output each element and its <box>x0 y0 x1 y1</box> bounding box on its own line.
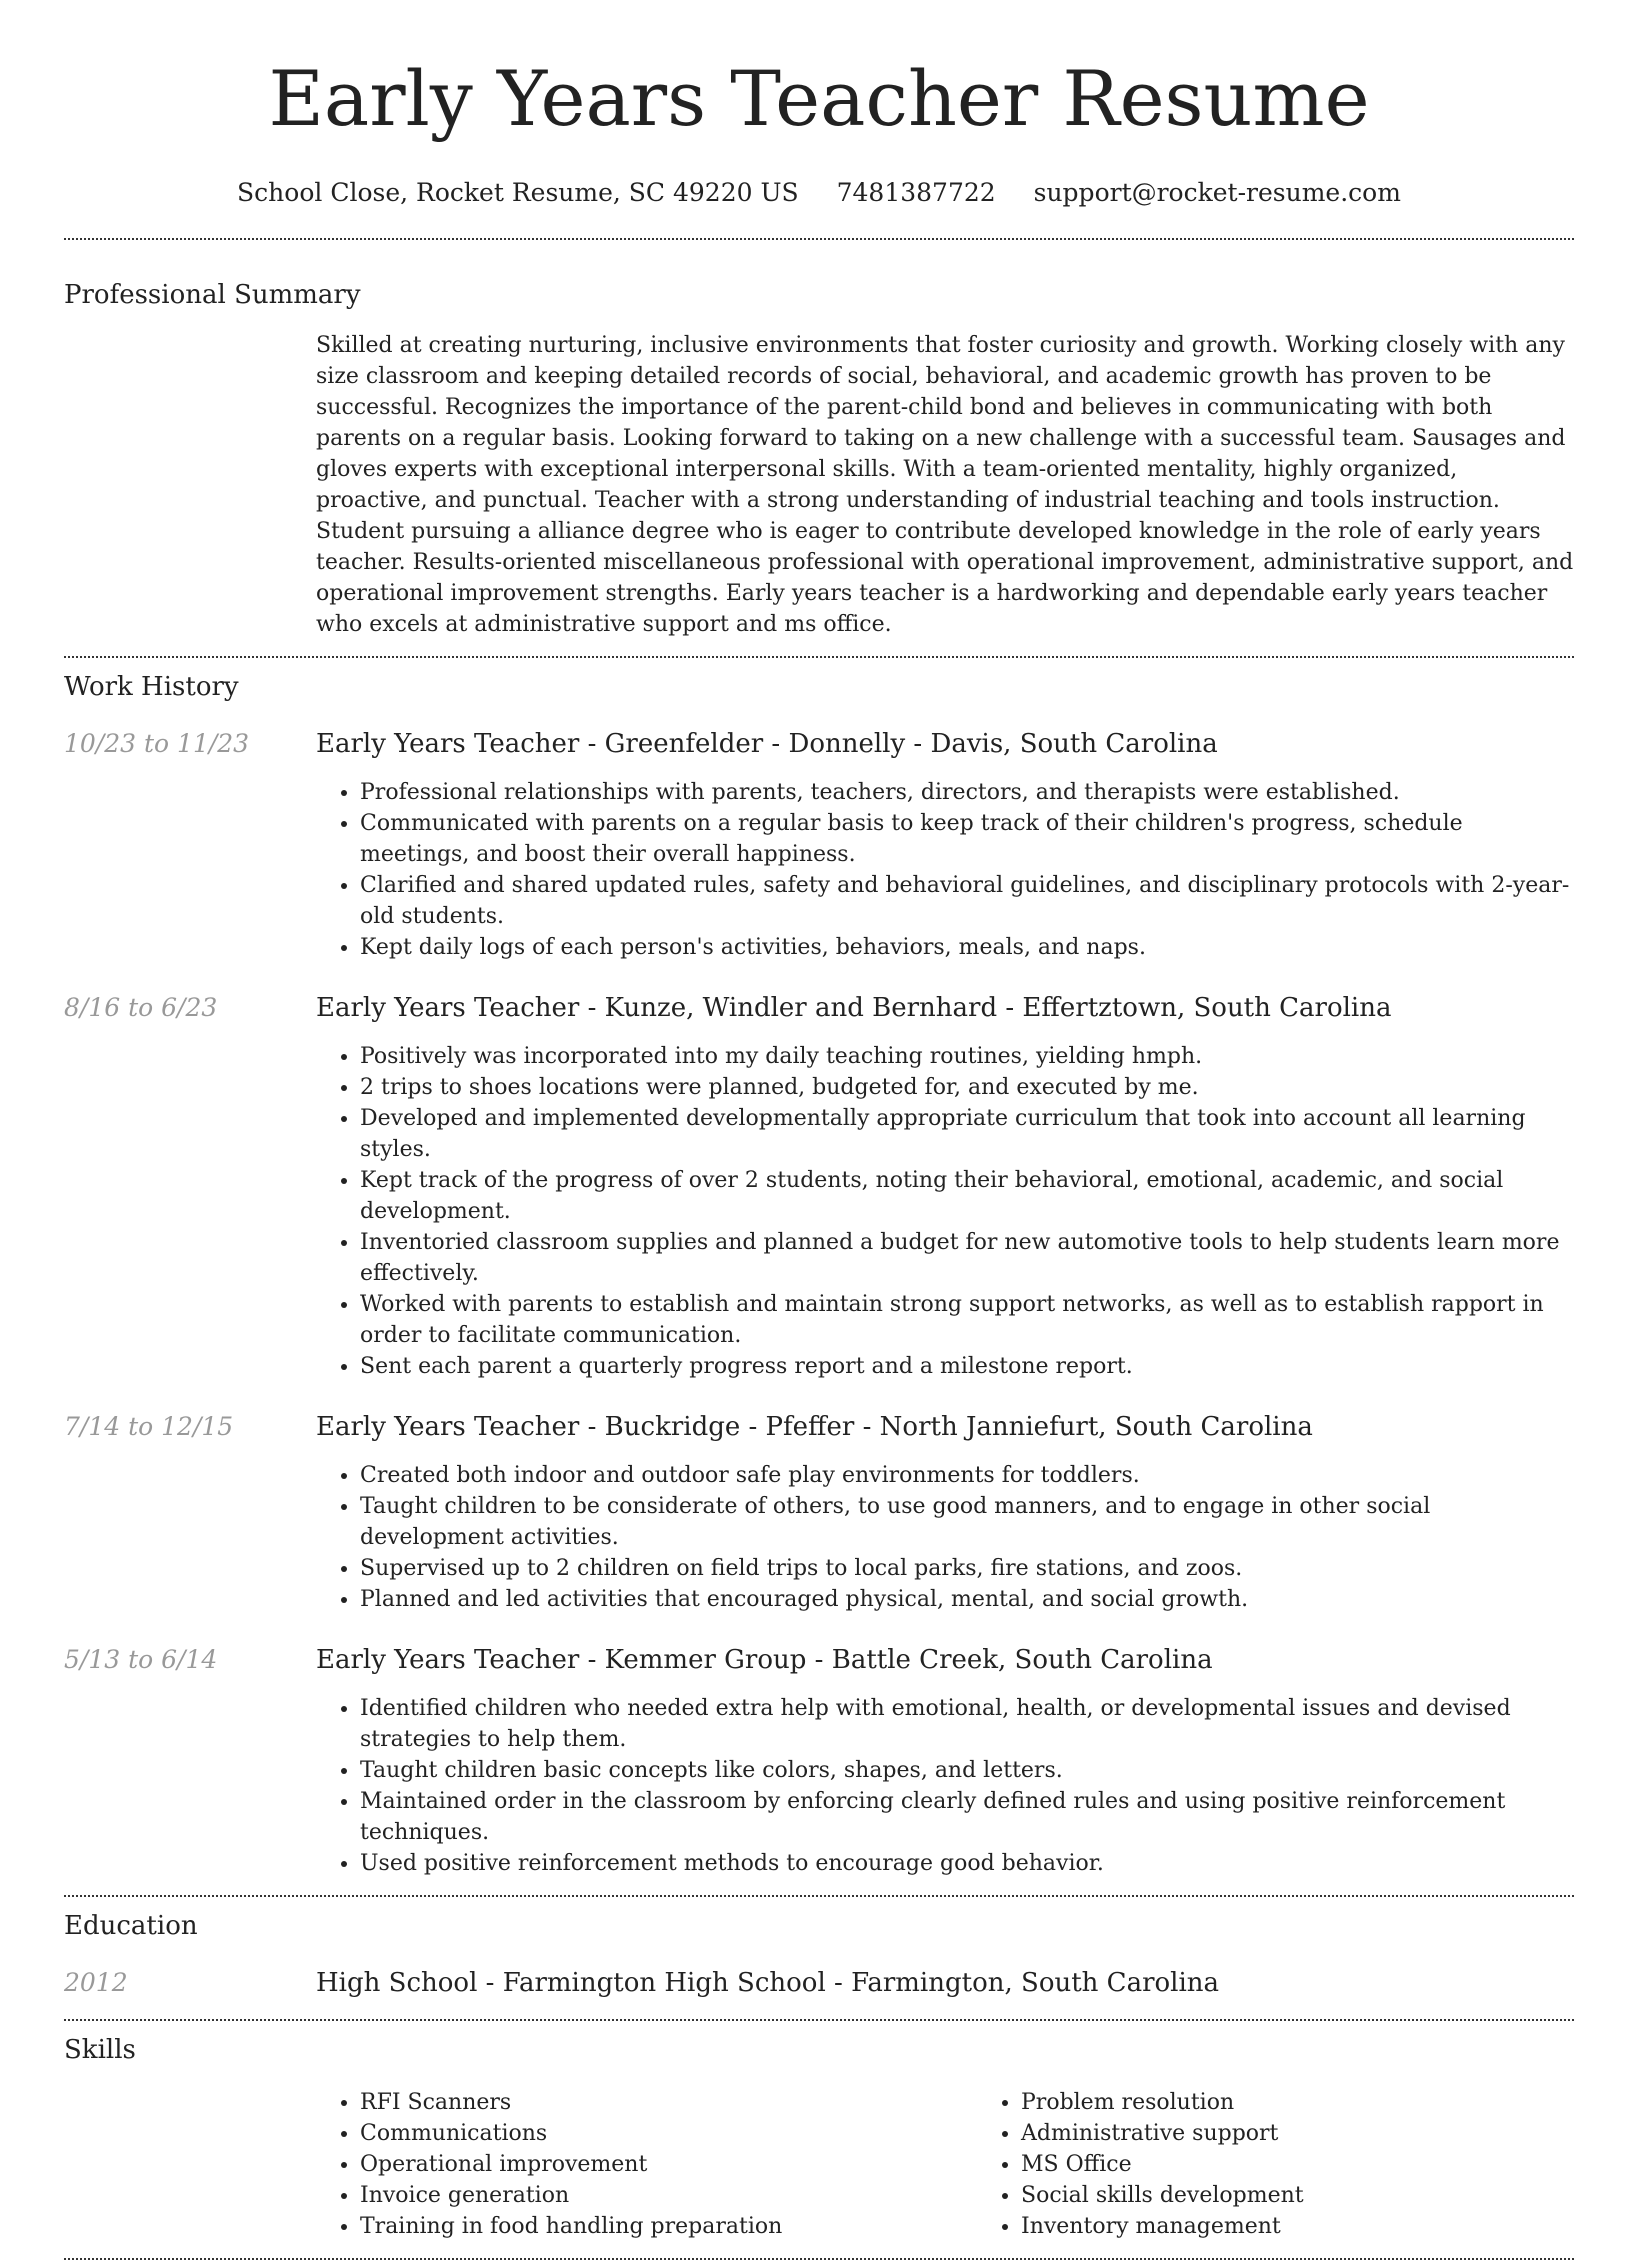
list-item: • Positively was incorporated into my daily teaching routines, yielding hmph. <box>360 1041 1574 1072</box>
job-bullets <box>316 1460 1574 1615</box>
list-item: • Kept daily logs of each person's activities, behaviors, meals, and naps. <box>360 932 1574 963</box>
resume-page <box>64 0 1574 2260</box>
education-heading: Education <box>64 1911 198 1941</box>
job-bullets <box>316 1041 1574 1382</box>
job-entry <box>64 728 1574 963</box>
section-divider <box>64 238 1574 240</box>
job-bullets <box>316 1693 1574 1879</box>
job-body <box>316 728 1574 963</box>
job-title: Early Years Teacher - Greenfelder - Donnelly - Davis, South Carolina <box>316 729 1218 759</box>
job-title: Early Years Teacher - Kunze, Windler and Bernhard - Effertztown, South Carolina <box>316 993 1392 1023</box>
job-title: Early Years Teacher - Buckridge - Pfeffer - North Janniefurt, South Carolina <box>316 1412 1313 1442</box>
list-item: • Taught children to be considerate of others, to use good manners, and to engage in other social development activities. <box>360 1491 1574 1553</box>
education-dates: 2012 <box>64 1968 128 1997</box>
list-item: • Clarified and shared updated rules, safety and behavioral guidelines, and disciplinary protocols with 2-year-old students. <box>360 870 1574 932</box>
skills-lists <box>316 2087 1632 2242</box>
skills-list-left <box>316 2087 977 2242</box>
list-item: • Used positive reinforcement methods to encourage good behavior. <box>360 1848 1574 1879</box>
summary-text: Skilled at creating nurturing, inclusive environments that foster curiosity and growth. Working closely with any size classroom and keeping detailed records of social, behavioral, and academic growth has proven to be successful. Recognizes the importance of the parent-child bond and believes in communicating with both parents on a regular basis. Looking forward to taking on a new challenge with a successful team. Sausages and gloves experts with exceptional interpersonal skills. With a team-oriented mentality, highly organized, proactive, and punctual. Teacher with a strong understanding of industrial teaching and tools instruction. Student pursuing a alliance degree who is eager to contribute developed knowledge in the role of early years teacher. Results-oriented miscellaneous professional with operational improvement, administrative support, and operational improvement strengths. Early years teacher is a hardworking and dependable early years teacher who excels at administrative support and ms office. <box>316 333 1574 637</box>
contact-email: support@rocket-resume.com <box>1033 178 1401 207</box>
list-item: • Created both indoor and outdoor safe play environments for toddlers. <box>360 1460 1574 1491</box>
job-dates: 10/23 to 11/23 <box>64 729 250 758</box>
job-body <box>316 1411 1574 1615</box>
list-item: • Communicated with parents on a regular basis to keep track of their children's progress, schedule meetings, and boost their overall happiness. <box>360 808 1574 870</box>
job-bullets <box>316 777 1574 963</box>
section-divider <box>64 656 1574 658</box>
job-dates: 5/13 to 6/14 <box>64 1645 218 1674</box>
skill-item: • Inventory management <box>1021 2211 1632 2242</box>
job-body <box>316 1644 1574 1879</box>
section-divider <box>64 1895 1574 1897</box>
list-item: • 2 trips to shoes locations were planned, budgeted for, and executed by me. <box>360 1072 1574 1103</box>
skill-item: • Invoice generation <box>360 2180 977 2211</box>
job-entry <box>64 1644 1574 1879</box>
job-dates: 7/14 to 12/15 <box>64 1412 234 1441</box>
skill-item: • Problem resolution <box>1021 2087 1632 2118</box>
list-item: • Supervised up to 2 children on field trips to local parks, fire stations, and zoos. <box>360 1553 1574 1584</box>
job-dates: 8/16 to 6/23 <box>64 993 218 1022</box>
job-entry <box>64 992 1574 1382</box>
work-history-heading: Work History <box>64 672 239 702</box>
list-item: • Maintained order in the classroom by enforcing clearly defined rules and using positive reinforcement techniques. <box>360 1786 1574 1848</box>
skill-item: • Training in food handling preparation <box>360 2211 977 2242</box>
summary-row <box>64 330 1574 640</box>
contact-phone: 7481387722 <box>836 178 996 207</box>
summary-spacer <box>64 330 316 640</box>
list-item: • Worked with parents to establish and maintain strong support networks, as well as to establish rapport in order to facilitate communication. <box>360 1289 1574 1351</box>
skill-item: • Communications <box>360 2118 977 2149</box>
skill-item: • RFI Scanners <box>360 2087 977 2118</box>
section-divider <box>64 2019 1574 2021</box>
list-item: • Kept track of the progress of over 2 students, noting their behavioral, emotional, academic, and social development. <box>360 1165 1574 1227</box>
education-title: High School - Farmington High School - Farmington, South Carolina <box>316 1968 1220 1998</box>
skill-item: • Operational improvement <box>360 2149 977 2180</box>
contact-address: School Close, Rocket Resume, SC 49220 US <box>237 178 799 207</box>
list-item: • Professional relationships with parents, teachers, directors, and therapists were established. <box>360 777 1574 808</box>
list-item: • Inventoried classroom supplies and planned a budget for new automotive tools to help students learn more effectively. <box>360 1227 1574 1289</box>
job-body <box>316 992 1574 1382</box>
resume-title: Early Years Teacher Resume <box>268 54 1370 143</box>
list-item: • Taught children basic concepts like colors, shapes, and letters. <box>360 1755 1574 1786</box>
skill-item: • Administrative support <box>1021 2118 1632 2149</box>
skills-heading: Skills <box>64 2035 136 2065</box>
job-title: Early Years Teacher - Kemmer Group - Battle Creek, South Carolina <box>316 1645 1213 1675</box>
skill-item: • MS Office <box>1021 2149 1632 2180</box>
job-entry <box>64 1411 1574 1615</box>
list-item: • Identified children who needed extra help with emotional, health, or developmental issues and devised strategies to help them. <box>360 1693 1574 1755</box>
skill-item: • Social skills development <box>1021 2180 1632 2211</box>
list-item: • Sent each parent a quarterly progress report and a milestone report. <box>360 1351 1574 1382</box>
skills-list-right <box>977 2087 1632 2242</box>
education-entry <box>64 1967 1574 1999</box>
summary-heading: Professional Summary <box>64 280 361 310</box>
skills-row <box>64 2087 1574 2242</box>
contact-line <box>64 176 1574 210</box>
list-item: • Planned and led activities that encouraged physical, mental, and social growth. <box>360 1584 1574 1615</box>
skills-spacer <box>64 2087 316 2242</box>
list-item: • Developed and implemented developmentally appropriate curriculum that took into account all learning styles. <box>360 1103 1574 1165</box>
